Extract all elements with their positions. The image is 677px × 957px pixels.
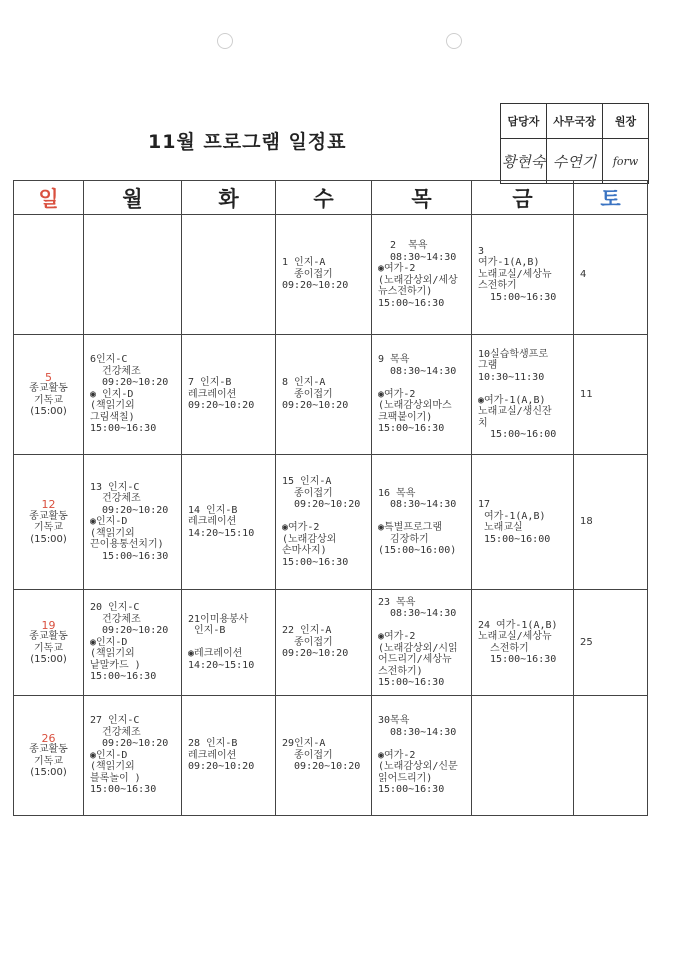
approval-header-director: 원장	[603, 104, 649, 139]
sunday-cell	[14, 455, 84, 590]
sunday-activity: 종교활동 기독교 (15:00)	[29, 631, 68, 665]
day-cell-thu: 23 목욕 08:30~14:30 ◉여가-2 (노래감상외/시읽 어드리기/세상뉴 스전하기) 15:00~16:30	[372, 590, 472, 696]
day-cell-wed: 22 인지-A 종이접기 09:20~10:20	[276, 590, 372, 696]
saturday-cell: 4	[574, 215, 648, 335]
signature-secretary: 수연기	[547, 139, 603, 184]
weekday-sat: 토	[574, 181, 648, 215]
sunday-date: 12	[41, 498, 56, 511]
sunday-activity: 종교활동 기독교 (15:00)	[29, 510, 68, 545]
day-cell-thu: 2 목욕 08:30~14:30 ◉여가-2 (노래감상외/세상 뉴스전하기) 15:00~16:30	[372, 215, 472, 335]
day-cell-wed: 15 인지-A 종이접기 09:20~10:20 ◉여가-2 (노래감상외 손마사지) 15:00~16:30	[276, 455, 372, 590]
weekday-fri: 금	[472, 181, 574, 215]
saturday-cell: 18	[574, 455, 648, 590]
sunday-cell	[14, 696, 84, 816]
day-cell-mon: 13 인지-C 건강체조 09:20~10:20 ◉인지-D (책읽기외 끈이용통선치기) 15:00~16:30	[84, 455, 182, 590]
day-cell-tue: 14 인지-B 레크레이션 14:20~15:10	[182, 455, 276, 590]
day-cell-fri: 3 여가-1(A,B) 노래교실/세상뉴 스전하기 15:00~16:30	[472, 215, 574, 335]
approval-header-secretary: 사무국장	[547, 104, 603, 139]
approval-header-manager: 담당자	[501, 104, 547, 139]
saturday-cell: 11	[574, 335, 648, 455]
sunday-date: 5	[45, 370, 52, 384]
weekday-wed: 수	[276, 181, 372, 215]
weekday-mon: 월	[84, 181, 182, 215]
page-title: 11월 프로그램 일정표	[148, 131, 347, 153]
day-cell-mon: 20 인지-C 건강체조 09:20~10:20 ◉인지-D (책읽기외 낱말카드 ) 15:00~16:30	[84, 590, 182, 696]
sunday-activity: 종교활동 기독교 (15:00)	[29, 383, 68, 417]
day-cell-thu: 30목욕 08:30~14:30 ◉여가-2 (노래감상외/신문 읽어드리기) 15:00~16:30	[372, 696, 472, 816]
weekday-header-row	[14, 181, 648, 215]
weekday-thu: 목	[372, 181, 472, 215]
calendar-table	[13, 180, 648, 816]
saturday-cell: 25	[574, 590, 648, 696]
weekday-sun: 일	[14, 181, 84, 215]
day-cell-tue: 28 인지-B 레크레이션 09:20~10:20	[182, 696, 276, 816]
saturday-cell	[574, 696, 648, 816]
weekday-tue: 화	[182, 181, 276, 215]
day-cell-fri: 24 여가-1(A,B) 노래교실/세상뉴 스전하기 15:00~16:30	[472, 590, 574, 696]
sunday-cell	[14, 590, 84, 696]
day-cell-tue	[182, 215, 276, 335]
week-row-1	[14, 215, 648, 335]
week-row-3	[14, 455, 648, 590]
week-row-4	[14, 590, 648, 696]
day-cell-thu: 9 목욕 08:30~14:30 ◉여가-2 (노래감상외마스 크팩붙이기) 15:00~16:30	[372, 335, 472, 455]
day-cell-fri: 10실습학생프로 그램 10:30~11:30 ◉여가-1(A,B) 노래교실/생신잔 치 15:00~16:00	[472, 335, 574, 455]
day-cell-fri: 17 여가-1(A,B) 노래교실 15:00~16:00	[472, 455, 574, 590]
day-cell-fri	[472, 696, 574, 816]
day-cell-mon: 27 인지-C 건강체조 09:20~10:20 ◉인지-D (책읽기외 블록놀이 ) 15:00~16:30	[84, 696, 182, 816]
punch-hole-left	[217, 33, 233, 49]
signature-director: forw	[603, 139, 649, 184]
week-row-5	[14, 696, 648, 816]
day-cell-wed: 29인지-A 종이접기 09:20~10:20	[276, 696, 372, 816]
sunday-date: 26	[41, 731, 56, 745]
day-cell-wed: 1 인지-A 종이접기 09:20~10:20	[276, 215, 372, 335]
signature-manager: 황현숙	[501, 139, 547, 184]
sunday-cell	[14, 215, 84, 335]
day-cell-thu: 16 목욕 08:30~14:30 ◉특별프로그램 김장하기 (15:00~16:00)	[372, 455, 472, 590]
approval-box	[500, 103, 649, 184]
day-cell-mon: 6인지-C 건강체조 09:20~10:20 ◉ 인지-D (책읽기외 그림색칠) 15:00~16:30	[84, 335, 182, 455]
sunday-date: 19	[41, 618, 56, 632]
sunday-activity: 종교활동 기독교 (15:00)	[29, 744, 68, 778]
day-cell-wed: 8 인지-A 종이접기 09:20~10:20	[276, 335, 372, 455]
day-cell-tue: 7 인지-B 레크레이션 09:20~10:20	[182, 335, 276, 455]
week-row-2	[14, 335, 648, 455]
sunday-cell	[14, 335, 84, 455]
day-cell-mon	[84, 215, 182, 335]
day-cell-tue: 21이미용봉사 인지-B ◉레크레이션 14:20~15:10	[182, 590, 276, 696]
punch-hole-right	[446, 33, 462, 49]
